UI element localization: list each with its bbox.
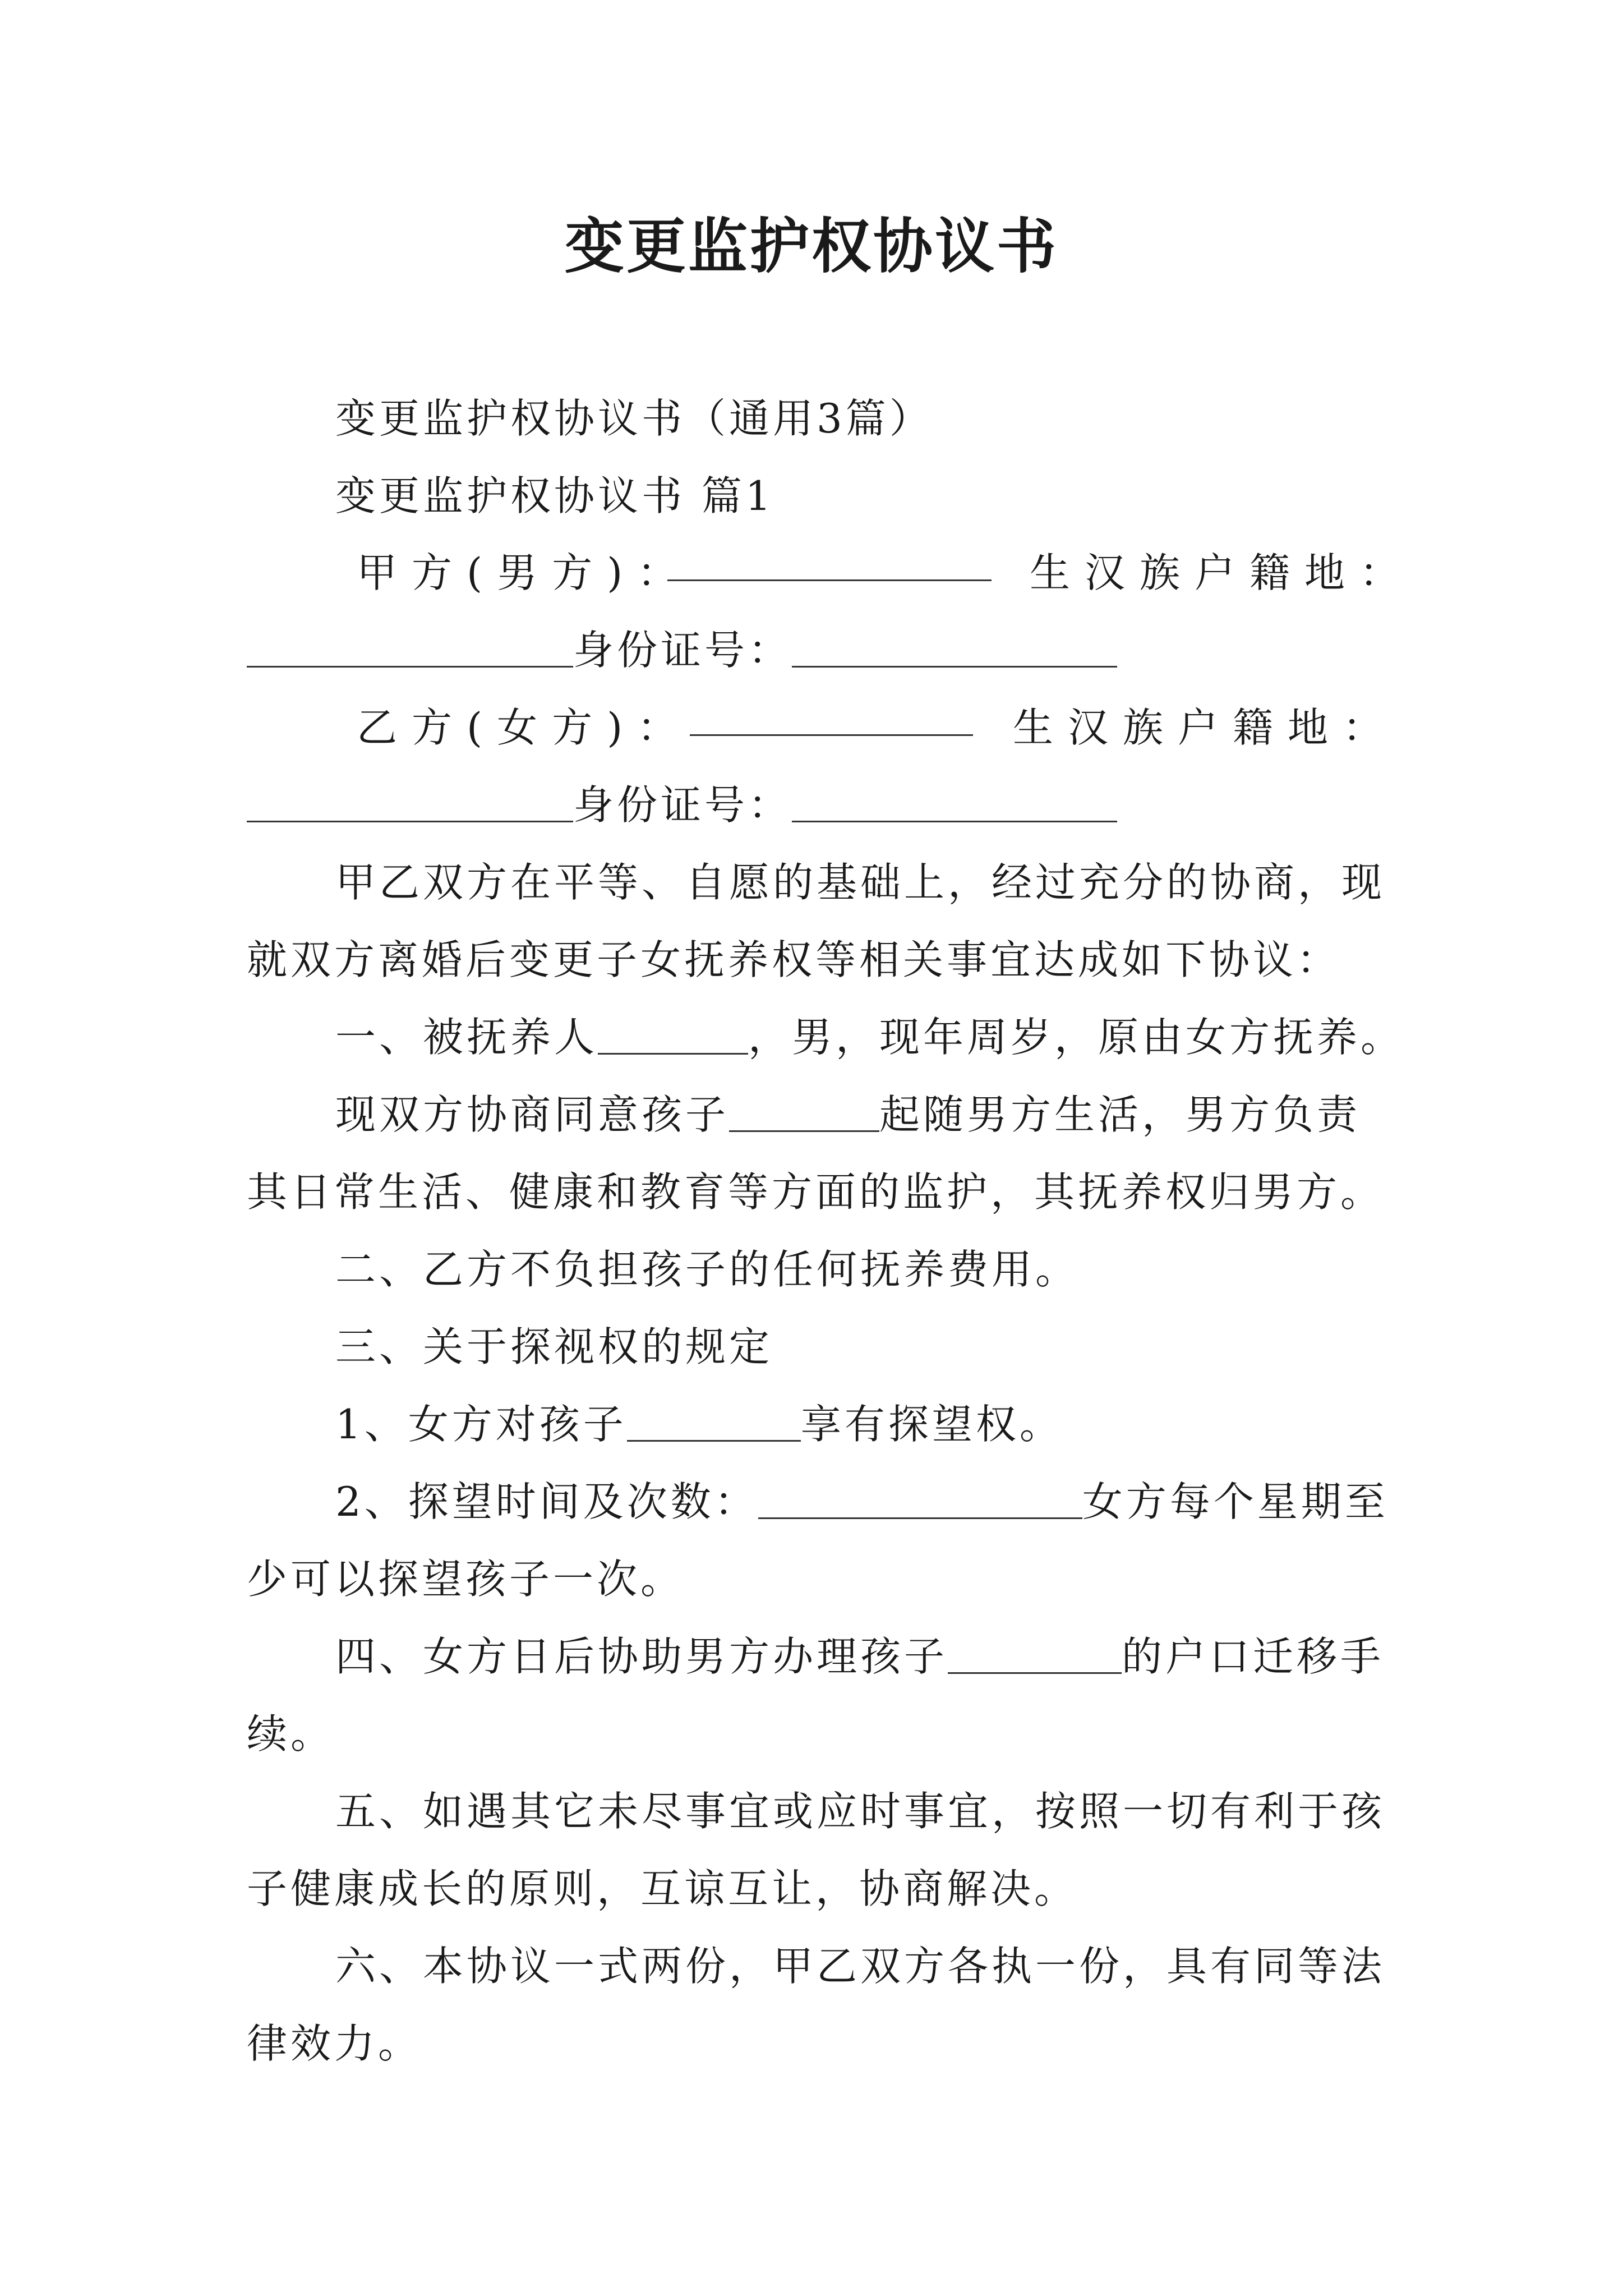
clause-3-item-1 xyxy=(335,1392,1063,1450)
blank-line xyxy=(667,542,992,581)
text-fragment: ，男，现年周岁，原由女方抚养。 xyxy=(748,1014,1405,1061)
clause-6-line: 六、本协议一式两份，甲乙双方各执一份，具有同等法 xyxy=(335,1943,1386,1990)
text-fragment: 的户口迁移手 xyxy=(1122,1633,1385,1680)
blank-line xyxy=(247,629,573,668)
blank-line xyxy=(792,784,1117,822)
party-a-name-blank xyxy=(667,540,992,587)
clause-1-line xyxy=(335,1005,1404,1063)
subtitle: 变更监护权协议书（通用3篇） xyxy=(335,395,933,442)
paragraph-line: 律效力。 xyxy=(247,2020,422,2067)
blank-line xyxy=(247,784,573,822)
blank-line xyxy=(729,1093,879,1132)
text-fragment: 起随男方生活，男方负责 xyxy=(879,1091,1361,1138)
blank-line xyxy=(792,629,1117,668)
blank-line xyxy=(690,697,973,736)
party-b-id-label: 身份证号： xyxy=(573,781,792,829)
clause-3-item-2 xyxy=(335,1469,1389,1527)
paragraph-line: 就双方离婚后变更子女抚养权等相关事宜达成如下协议： xyxy=(247,936,1341,983)
text-fragment: 一、被抚养人 xyxy=(335,1014,598,1061)
party-a-id-label: 身份证号： xyxy=(573,627,792,674)
paragraph-line: 续。 xyxy=(247,1710,335,1757)
text-fragment: 1、女方对孩子 xyxy=(335,1401,627,1448)
party-a-label: 甲方(男方)： xyxy=(357,549,693,596)
page-title: 变更监护权协议书 xyxy=(565,212,1058,281)
paragraph-line: 子健康成长的原则，互谅互让，协商解决。 xyxy=(247,1865,1078,1912)
clause-4-line xyxy=(335,1624,1384,1682)
paragraph-line: 甲乙双方在平等、自愿的基础上，经过充分的协商，现 xyxy=(335,859,1386,906)
text-fragment: 女方每个星期至 xyxy=(1082,1478,1389,1525)
party-a-origin-label: 生汉族户籍地： xyxy=(1030,549,1415,596)
paragraph-line: 其日常生活、健康和教育等方面的监护，其抚养权归男方。 xyxy=(247,1168,1385,1216)
text-fragment: 2、探望时间及次数： xyxy=(335,1478,758,1525)
blank-line xyxy=(627,1403,801,1442)
text-fragment: 四、女方日后协助男方办理孩子 xyxy=(335,1633,948,1680)
party-b-label: 乙方(女方)： xyxy=(357,704,693,751)
party-b-id-row xyxy=(247,772,1117,831)
party-b-origin-label: 生汉族户籍地： xyxy=(1013,704,1398,751)
blank-line xyxy=(598,1016,748,1055)
clause-3-heading: 三、关于探视权的规定 xyxy=(335,1323,773,1370)
party-b-name-blank xyxy=(690,695,973,742)
text-fragment: 享有探望权。 xyxy=(800,1401,1063,1448)
party-a-id-row xyxy=(247,618,1117,676)
section-heading: 变更监护权协议书 篇1 xyxy=(335,472,774,519)
text-fragment: 现双方协商同意孩子 xyxy=(335,1091,730,1138)
clause-1b-line xyxy=(335,1082,1361,1140)
clause-5-line: 五、如遇其它未尽事宜或应时事宜，按照一切有利于孩 xyxy=(335,1788,1386,1835)
clause-2-line: 二、乙方不负担孩子的任何抚养费用。 xyxy=(335,1246,1080,1293)
blank-line xyxy=(948,1635,1122,1674)
paragraph-line: 少可以探望孩子一次。 xyxy=(247,1556,685,1603)
blank-line xyxy=(758,1480,1082,1519)
